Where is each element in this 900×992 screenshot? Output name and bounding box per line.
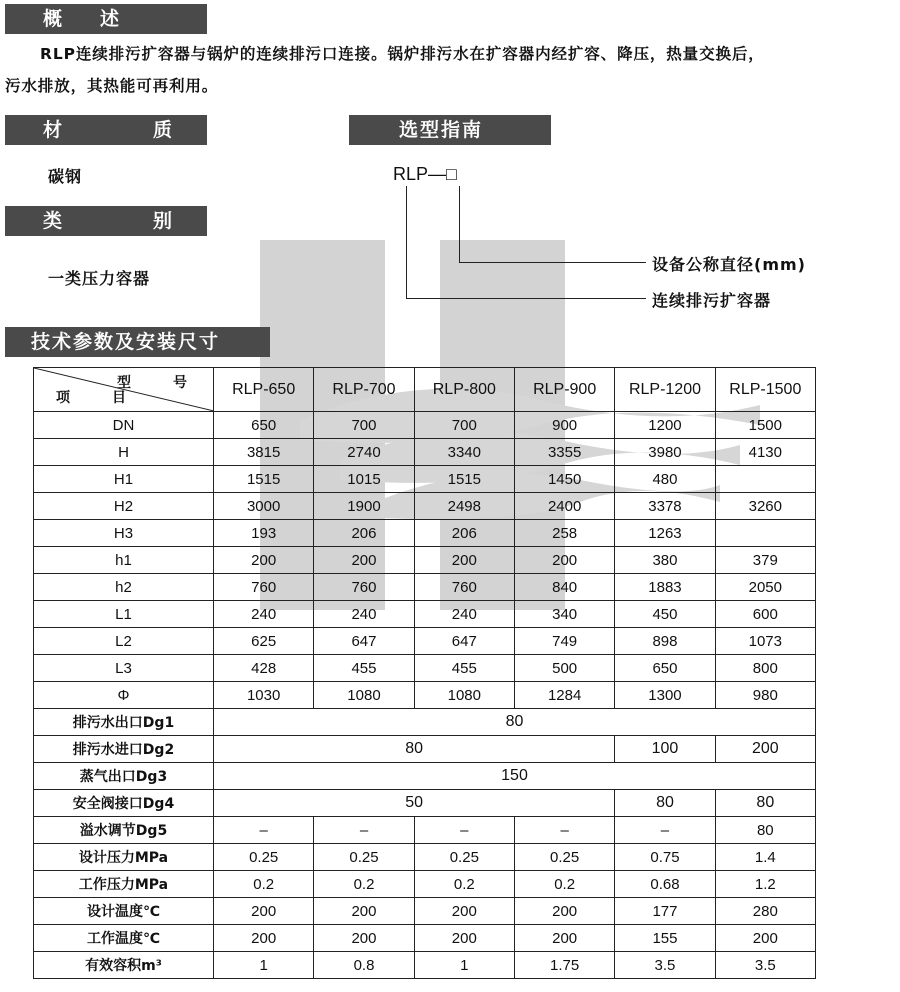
specs-heading-text: 技术参数及安装尺寸 (31, 331, 221, 353)
table-cell: 340 (514, 601, 614, 628)
table-cell: 1500 (715, 412, 815, 439)
table-cell: 380 (615, 547, 715, 574)
table-cell: 0.68 (615, 871, 715, 898)
table-cell: – (615, 817, 715, 844)
table-cell: 1030 (214, 682, 314, 709)
selection-heading-text: 选型指南 (399, 119, 484, 141)
table-row (34, 547, 816, 574)
table-cell: 200 (314, 898, 414, 925)
table-cell: 1300 (615, 682, 715, 709)
table-cell: 650 (214, 412, 314, 439)
row-label: 工作温度℃ (34, 925, 214, 952)
table-cell: 2050 (715, 574, 815, 601)
table-cell: 450 (615, 601, 715, 628)
table-cell: 240 (214, 601, 314, 628)
table-cell: 200 (514, 547, 614, 574)
row-label: 有效容积m³ (34, 952, 214, 979)
table-cell: 1 (414, 952, 514, 979)
table-cell: 3.5 (615, 952, 715, 979)
selection-connector-inner (459, 186, 460, 262)
table-row (34, 871, 816, 898)
table-cell: 200 (414, 925, 514, 952)
table-cell: 455 (314, 655, 414, 682)
row-label: 蒸气出口Dg3 (34, 763, 214, 790)
spec-table (33, 367, 816, 979)
specs-heading (5, 327, 270, 357)
table-cell: 200 (715, 925, 815, 952)
table-cell: 428 (214, 655, 314, 682)
table-cell (715, 520, 815, 547)
table-cell: 200 (414, 547, 514, 574)
table-cell: 0.25 (514, 844, 614, 871)
row-label: 设计温度℃ (34, 898, 214, 925)
header-model-label: 型 号 (117, 374, 201, 390)
table-cell: 1080 (414, 682, 514, 709)
table-cell: 200 (214, 547, 314, 574)
table-cell: 1 (214, 952, 314, 979)
table-row (34, 493, 816, 520)
table-cell: 206 (414, 520, 514, 547)
table-cell: 0.25 (214, 844, 314, 871)
row-label: 溢水调节Dg5 (34, 817, 214, 844)
row-label: h1 (34, 547, 214, 574)
table-row (34, 628, 816, 655)
selection-heading (349, 115, 551, 145)
row-label: H1 (34, 466, 214, 493)
table-cell: 3378 (615, 493, 715, 520)
overview-heading (5, 4, 207, 34)
table-row (34, 844, 816, 871)
table-cell: 177 (615, 898, 715, 925)
table-cell: 200 (514, 898, 614, 925)
row-label: Φ (34, 682, 214, 709)
table-cell: 3.5 (715, 952, 815, 979)
table-cell: 200 (214, 898, 314, 925)
table-cell: 3340 (414, 439, 514, 466)
category-value: 一类压力容器 (48, 269, 151, 288)
table-cell: 647 (314, 628, 414, 655)
table-header-row (34, 368, 816, 412)
table-cell-merged: 80 (715, 790, 815, 817)
table-cell: 200 (214, 925, 314, 952)
table-cell: 3355 (514, 439, 614, 466)
table-row (34, 790, 816, 817)
table-cell: 1263 (615, 520, 715, 547)
overview-text-line2: 污水排放，其热能可再利用。 (5, 77, 219, 95)
table-cell: 800 (715, 655, 815, 682)
table-cell: 500 (514, 655, 614, 682)
table-row (34, 601, 816, 628)
table-cell-merged: 150 (214, 763, 816, 790)
row-label: H (34, 439, 214, 466)
table-row (34, 520, 816, 547)
table-cell: 193 (214, 520, 314, 547)
table-cell: 0.2 (314, 871, 414, 898)
table-cell: 258 (514, 520, 614, 547)
table-row (34, 412, 816, 439)
row-label: H2 (34, 493, 214, 520)
table-cell: 155 (615, 925, 715, 952)
table-cell-merged: 80 (615, 790, 715, 817)
table-cell: 0.8 (314, 952, 414, 979)
selection-connector-outer (406, 186, 407, 298)
row-label: H3 (34, 520, 214, 547)
row-label: L3 (34, 655, 214, 682)
table-cell: 647 (414, 628, 514, 655)
table-cell: 1.4 (715, 844, 815, 871)
table-cell: 2400 (514, 493, 614, 520)
table-cell: 0.25 (314, 844, 414, 871)
table-cell: 760 (314, 574, 414, 601)
table-cell: 200 (314, 547, 414, 574)
table-cell: 1.2 (715, 871, 815, 898)
table-cell: 1515 (414, 466, 514, 493)
table-cell: 840 (514, 574, 614, 601)
table-cell: 2740 (314, 439, 414, 466)
table-cell: 455 (414, 655, 514, 682)
table-cell: 0.75 (615, 844, 715, 871)
table-cell: 600 (715, 601, 815, 628)
table-row (34, 763, 816, 790)
category-heading-char1: 类 (43, 210, 63, 232)
table-cell: – (514, 817, 614, 844)
row-label: 工作压力MPa (34, 871, 214, 898)
table-cell: 3000 (214, 493, 314, 520)
table-cell: 650 (615, 655, 715, 682)
table-row (34, 952, 816, 979)
table-cell: 898 (615, 628, 715, 655)
table-row (34, 439, 816, 466)
table-cell: 200 (514, 925, 614, 952)
table-cell: 700 (314, 412, 414, 439)
material-heading-char1: 材 (43, 119, 63, 141)
table-cell: 1200 (615, 412, 715, 439)
table-cell: 200 (414, 898, 514, 925)
table-cell-merged: 100 (615, 736, 715, 763)
selection-code: RLP—□ (393, 164, 457, 184)
row-label: 安全阀接口Dg4 (34, 790, 214, 817)
table-row (34, 898, 816, 925)
table-row (34, 682, 816, 709)
table-cell: 1015 (314, 466, 414, 493)
table-row (34, 655, 816, 682)
table-cell: 3815 (214, 439, 314, 466)
selection-connector-inner-h (459, 262, 646, 263)
model-header: RLP-1500 (715, 368, 815, 412)
table-row (34, 574, 816, 601)
table-cell: 280 (715, 898, 815, 925)
header-item-label: 项 目 (56, 389, 140, 405)
row-label: h2 (34, 574, 214, 601)
table-cell: 900 (514, 412, 614, 439)
overview-heading-text: 概 述 (43, 8, 120, 30)
table-row (34, 736, 816, 763)
table-cell: 1515 (214, 466, 314, 493)
material-heading (5, 115, 207, 145)
table-cell: 0.2 (214, 871, 314, 898)
table-cell: 1284 (514, 682, 614, 709)
table-cell: 1.75 (514, 952, 614, 979)
table-cell: 760 (414, 574, 514, 601)
category-heading (5, 206, 207, 236)
table-cell: 200 (314, 925, 414, 952)
table-cell: 1900 (314, 493, 414, 520)
model-header: RLP-700 (314, 368, 414, 412)
table-cell: 0.25 (414, 844, 514, 871)
table-cell: 240 (414, 601, 514, 628)
selection-connector-outer-h (406, 298, 646, 299)
table-cell: 760 (214, 574, 314, 601)
model-header: RLP-650 (214, 368, 314, 412)
table-cell: 1883 (615, 574, 715, 601)
table-row (34, 925, 816, 952)
table-cell: 1450 (514, 466, 614, 493)
material-heading-char2: 质 (153, 119, 173, 141)
table-cell: 0.2 (414, 871, 514, 898)
model-header: RLP-1200 (615, 368, 715, 412)
table-cell: 700 (414, 412, 514, 439)
table-cell: 3980 (615, 439, 715, 466)
table-cell (715, 466, 815, 493)
row-label: 排污水出口Dg1 (34, 709, 214, 736)
row-label: L2 (34, 628, 214, 655)
table-cell: 206 (314, 520, 414, 547)
table-row (34, 709, 816, 736)
table-cell: 980 (715, 682, 815, 709)
table-cell-merged: 200 (715, 736, 815, 763)
row-label: DN (34, 412, 214, 439)
table-cell: 2498 (414, 493, 514, 520)
table-cell: 240 (314, 601, 414, 628)
table-cell: 379 (715, 547, 815, 574)
category-heading-char2: 别 (153, 210, 173, 232)
material-value: 碳钢 (48, 167, 83, 186)
selection-label-name: 连续排污扩容器 (652, 291, 772, 310)
table-cell: 4130 (715, 439, 815, 466)
table-cell: 3260 (715, 493, 815, 520)
table-cell: 1080 (314, 682, 414, 709)
table-cell: – (214, 817, 314, 844)
table-row (34, 466, 816, 493)
row-label: L1 (34, 601, 214, 628)
table-cell: – (414, 817, 514, 844)
table-row (34, 817, 816, 844)
model-header: RLP-900 (514, 368, 614, 412)
row-label: 设计压力MPa (34, 844, 214, 871)
table-cell-merged: 80 (214, 709, 816, 736)
table-cell-merged: 50 (214, 790, 615, 817)
row-label: 排污水进口Dg2 (34, 736, 214, 763)
table-cell-merged: 80 (214, 736, 615, 763)
selection-label-diameter: 设备公称直径(mm) (652, 255, 806, 274)
table-cell: 1073 (715, 628, 815, 655)
overview-text-line1: RLP连续排污扩容器与锅炉的连续排污口连接。锅炉排污水在扩容器内经扩容、降压，热量交换后， (40, 45, 765, 63)
table-cell: 0.2 (514, 871, 614, 898)
table-cell: 480 (615, 466, 715, 493)
table-cell: 749 (514, 628, 614, 655)
table-cell: – (314, 817, 414, 844)
model-header: RLP-800 (414, 368, 514, 412)
table-cell: 80 (715, 817, 815, 844)
table-cell: 625 (214, 628, 314, 655)
table-corner-cell (34, 368, 214, 412)
